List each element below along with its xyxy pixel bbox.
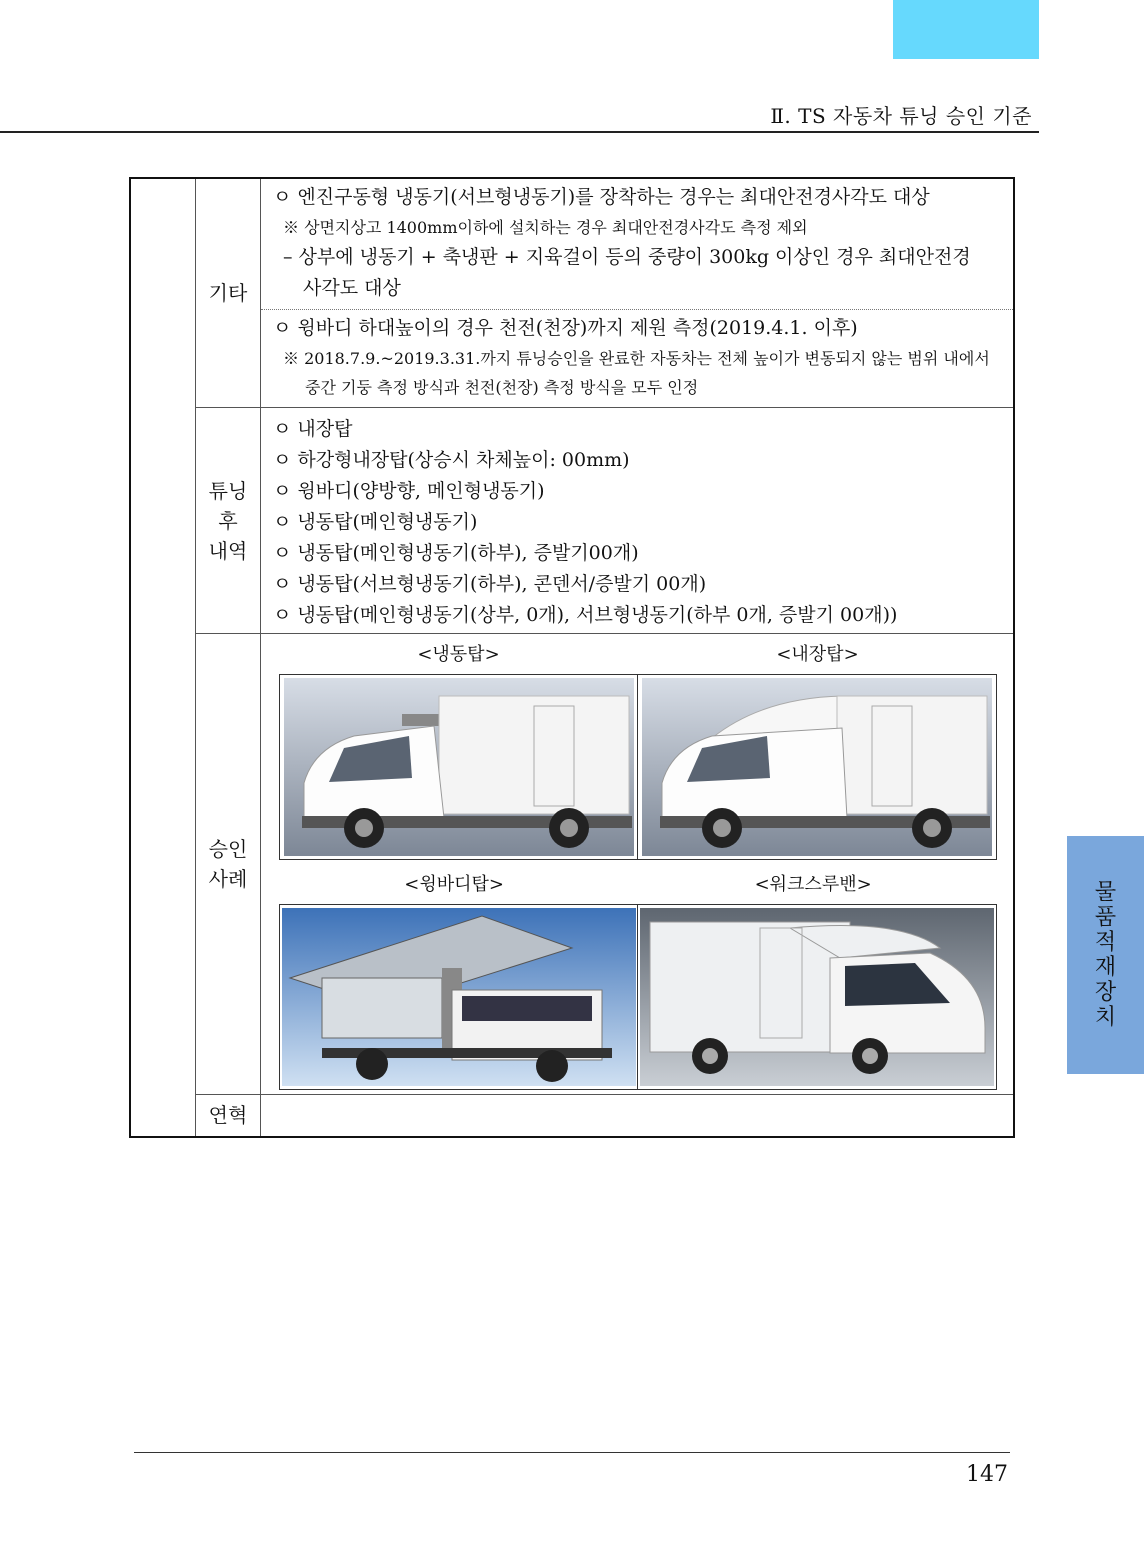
list-item: ㅇ 윙바디(양방향, 메인형냉동기) [273,480,545,502]
side-tab-char: 품 [1094,905,1117,930]
list-item: ㅇ 내장탑 [273,418,353,440]
note-line: ※ 2018.7.9.~2019.3.31.까지 튜닝승인을 완료한 자동차는 전체 높이가 변동되지 않는 범위 내에서 [283,349,990,368]
row-label-after-tuning [196,408,261,634]
row-label-other: 기타 [196,178,261,408]
list-item: ㅇ 냉동탑(서브형냉동기(하부), 콘덴서/증발기 00개) [273,573,707,595]
row-content-after-tuning [261,408,1015,634]
footer-rule [134,1452,1010,1453]
insulated-truck-image [637,675,995,859]
row-history [130,1095,1014,1137]
row-content-history [261,1095,1015,1137]
photo-caption: <냉동탑> [417,644,500,665]
page-number: 147 [966,1462,1008,1487]
row-approval-cases [130,634,1014,1095]
side-tab-char: 재 [1094,955,1117,980]
list-item: ㅇ 냉동탑(메인형냉동기) [273,511,478,533]
header-rule [0,131,1039,133]
walk-through-van-image [637,905,995,1089]
refrigerated-truck-image [280,675,637,859]
side-tab-char: 물 [1094,880,1117,905]
list-item: ㅇ 하강형내장탑(상승시 차체높이: 00mm) [273,449,630,471]
other-block-2 [261,310,1013,407]
chapter-header-title: Ⅱ. TS 자동차 튜닝 승인 기준 [770,104,1032,128]
row-content-approval-cases [261,634,1015,1095]
list-item: ㅇ 냉동탑(메인형냉동기(하부), 증발기00개) [273,542,639,564]
label-line: 내역 [208,538,248,563]
side-tab-char: 장 [1094,980,1117,1005]
row-content-other [261,178,1015,408]
row-label-history: 연혁 [196,1095,261,1137]
photo-caption: <윙바디탑> [404,874,504,895]
row-after-tuning [130,408,1014,634]
label-line: 사례 [208,867,248,891]
top-color-tab [893,0,1039,59]
standards-table [129,177,1015,1138]
note-line: 중간 기둥 측정 방식과 천전(천장) 측정 방식을 모두 인정 [305,378,699,397]
side-tab-char: 적 [1094,930,1117,955]
photo-caption: <내장탑> [776,644,859,665]
text-line: 사각도 대상 [303,277,401,299]
row-other [130,178,1014,408]
row-label-approval-cases [196,634,261,1095]
text-line: ㅇ 엔진구동형 냉동기(서브형냉동기)를 장착하는 경우는 최대안전경사각도 대상 [273,186,930,208]
label-line: 후 [218,508,238,533]
list-item: ㅇ 냉동탑(메인형냉동기(상부, 0개), 서브형냉동기(하부 0개, 증발기 00개)) [273,604,898,626]
note-line: ※ 상면지상고 1400mm이하에 설치하는 경우 최대안전경사각도 측정 제외 [283,218,808,237]
side-section-tab [1067,836,1144,1074]
label-line: 튜닝 [208,478,248,503]
label-line: 승인 [208,837,248,861]
photo-caption: <워크스루밴> [754,874,872,895]
other-block-1 [261,179,1013,310]
text-line: ㅇ 윙바디 하대높이의 경우 천전(천장)까지 제원 측정(2019.4.1. 이후) [273,317,858,339]
empty-left-column [130,178,196,1137]
text-line: – 상부에 냉동기 + 축냉판 + 지육걸이 등의 중량이 300kg 이상인 경우 최대안전경 [283,246,971,268]
wing-body-truck-image [280,905,637,1089]
side-tab-char: 치 [1094,1005,1117,1030]
